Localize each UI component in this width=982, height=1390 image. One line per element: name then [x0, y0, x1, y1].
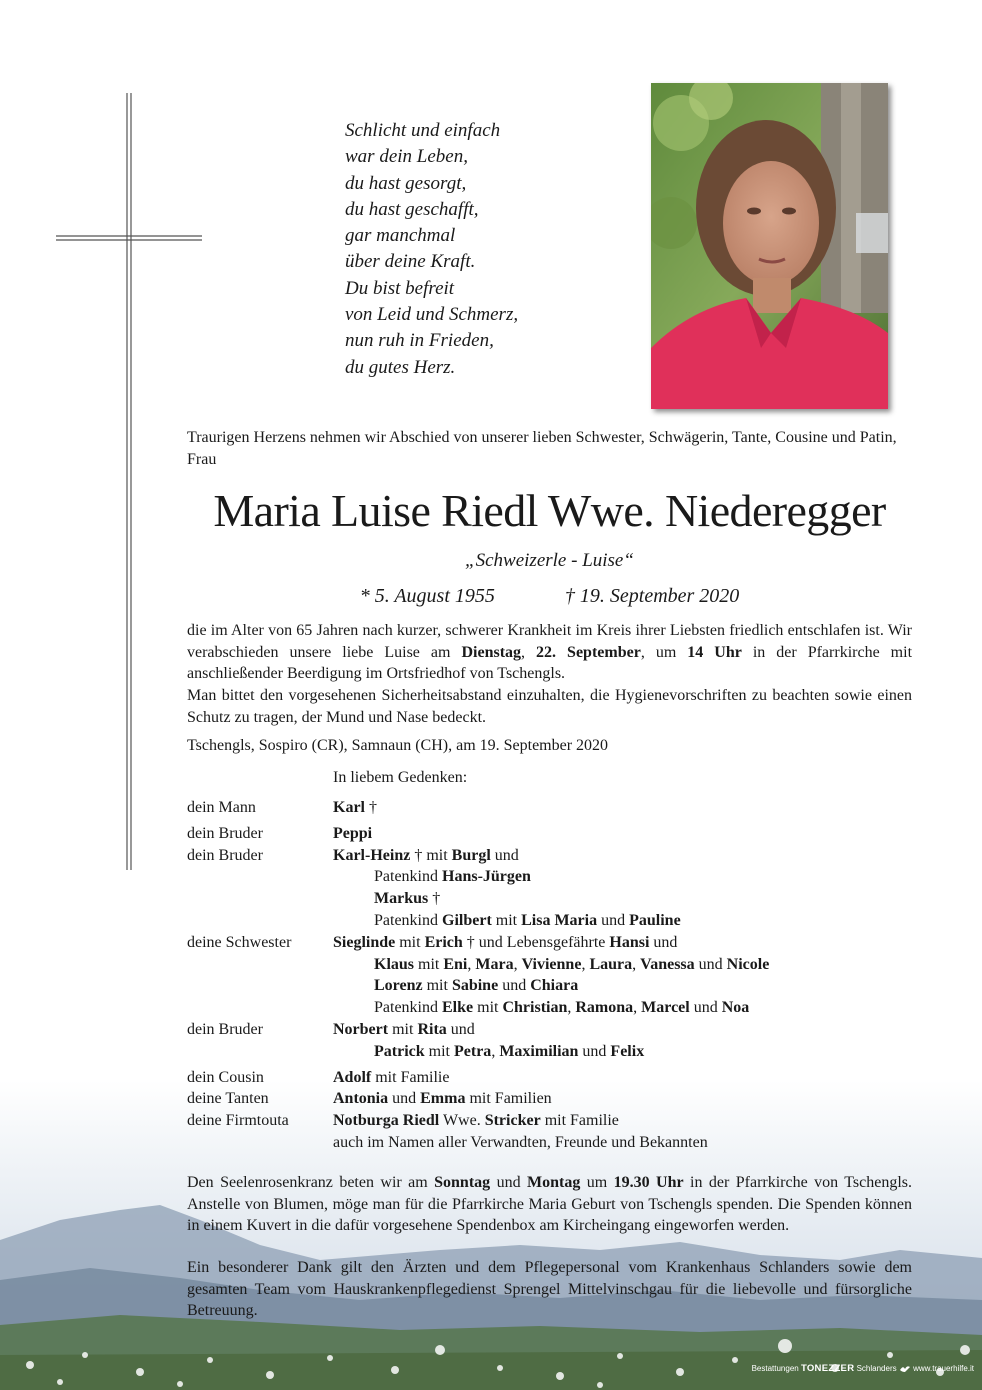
relative-subrow: Patenkind Elke mit Christian, Ramona, Marcel und Noa	[374, 999, 750, 1017]
poem-line: du hast gesorgt,	[345, 172, 467, 194]
memory-heading: In liebem Gedenken:	[333, 769, 468, 786]
rosary-info: Den Seelenrosenkranz beten wir am Sonntag und Montag um 19.30 Uhr in der Pfarrkirche von Tschengls. Anstelle von Blumen, möge man für die Pfarrkirche Maria Geburt von Tschengls spenden. Die Spenden können in einem Kuvert in die dafür vorgesehene Spendenbox am Kircheingang eingeworfen werden.	[187, 1174, 913, 1234]
relative-row: dein Cousin Adolf mit Familie	[187, 1068, 450, 1086]
undertaker-footer	[752, 1363, 974, 1374]
relative-subrow: Lorenz mit Sabine und Chiara	[374, 977, 579, 995]
poem-line: du hast geschafft,	[345, 198, 479, 220]
relative-subrow: Klaus mit Eni, Mara, Vivienne, Laura, Vanessa und Nicole	[374, 955, 770, 973]
funeral-info: die im Alter von 65 Jahren nach kurzer, schwerer Krankheit im Kreis ihrer Liebsten friedlich entschlafen ist. Wir verabschieden unsere liebe Luise am Dienstag, 22. September, um 14 Uhr in der Pfarrkirche mit anschließender Beerdigung im Ortsfriedhof von Tschengls.	[187, 622, 913, 682]
deceased-name: Maria Luise Riedl Wwe. Niederegger	[213, 485, 886, 536]
relative-subrow: Markus †	[374, 890, 441, 908]
relative-row: deine Firmtouta Notburga Riedl Wwe. Stricker mit Familie	[187, 1112, 619, 1130]
poem-line: du gutes Herz.	[345, 356, 456, 378]
portrait-photo	[651, 83, 888, 409]
poem	[345, 118, 625, 381]
poem-line: gar manchmal	[345, 225, 456, 247]
relative-subrow: Patrick mit Petra, Maximilian und Felix	[374, 1042, 645, 1060]
intro-text: Traurigen Herzens nehmen wir Abschied von unserer lieben Schwester, Schwägerin, Tante, Cousine und Patin, Frau	[187, 429, 897, 468]
poem-line: Du bist befreit	[345, 277, 455, 299]
relative-row: dein Mann Karl †	[187, 799, 377, 816]
poem-line: Schlicht und einfach	[345, 120, 501, 141]
birth-date: * 5. August 1955	[359, 585, 495, 607]
footer-site: www.trauerhilfe.it	[913, 1364, 974, 1373]
relative-subrow: auch im Namen aller Verwandten, Freunde und Bekannten	[333, 1133, 708, 1151]
relatives-list	[187, 797, 912, 1154]
place-date: Tschengls, Sospiro (CR), Samnaun (CH), am 19. September 2020	[187, 737, 609, 754]
relative-row: deine Tanten Antonia und Emma mit Familien	[187, 1090, 552, 1108]
relative-row: dein Bruder Norbert mit Rita und	[187, 1020, 475, 1038]
relative-row: dein Bruder Karl-Heinz † mit Burgl und	[187, 846, 519, 864]
relative-row: deine Schwester Sieglinde mit Erich † und Lebensgefährte Hansi und	[187, 933, 678, 951]
footer-suffix: Schlanders	[854, 1364, 897, 1373]
footer-brand: TONEZZER	[800, 1363, 855, 1374]
dove-icon	[899, 1364, 911, 1374]
relative-subrow: Patenkind Hans-Jürgen	[374, 868, 531, 886]
relative-row: dein Bruder Peppi	[187, 824, 373, 842]
poem-line: nun ruh in Frieden,	[345, 330, 494, 352]
footer-prefix: Bestattungen	[751, 1364, 801, 1373]
thanks-text: Ein besonderer Dank gilt den Ärzten und dem Pflegepersonal vom Krankenhaus Schlanders sowie dem gesamten Team vom Hauskrankenpflegedienst Sprengel Mittelvinschgau für die liebevolle und fürsorgliche Betreuung.	[187, 1259, 912, 1319]
relative-subrow: Patenkind Gilbert mit Lisa Maria und Pauline	[374, 911, 681, 929]
life-dates	[187, 583, 912, 609]
nickname: „Schweizerle - Luise“	[465, 550, 634, 571]
hygiene-notice: Man bittet den vorgesehenen Sicherheitsabstand einzuhalten, die Hygienevorschriften zu beachten sowie einen Schutz zu tragen, der Mund und Nase bedeckt.	[187, 687, 912, 726]
death-date: † 19. September 2020	[564, 585, 740, 607]
poem-line: über deine Kraft.	[345, 251, 476, 273]
poem-line: von Leid und Schmerz,	[345, 304, 519, 326]
poem-line: war dein Leben,	[345, 146, 468, 168]
